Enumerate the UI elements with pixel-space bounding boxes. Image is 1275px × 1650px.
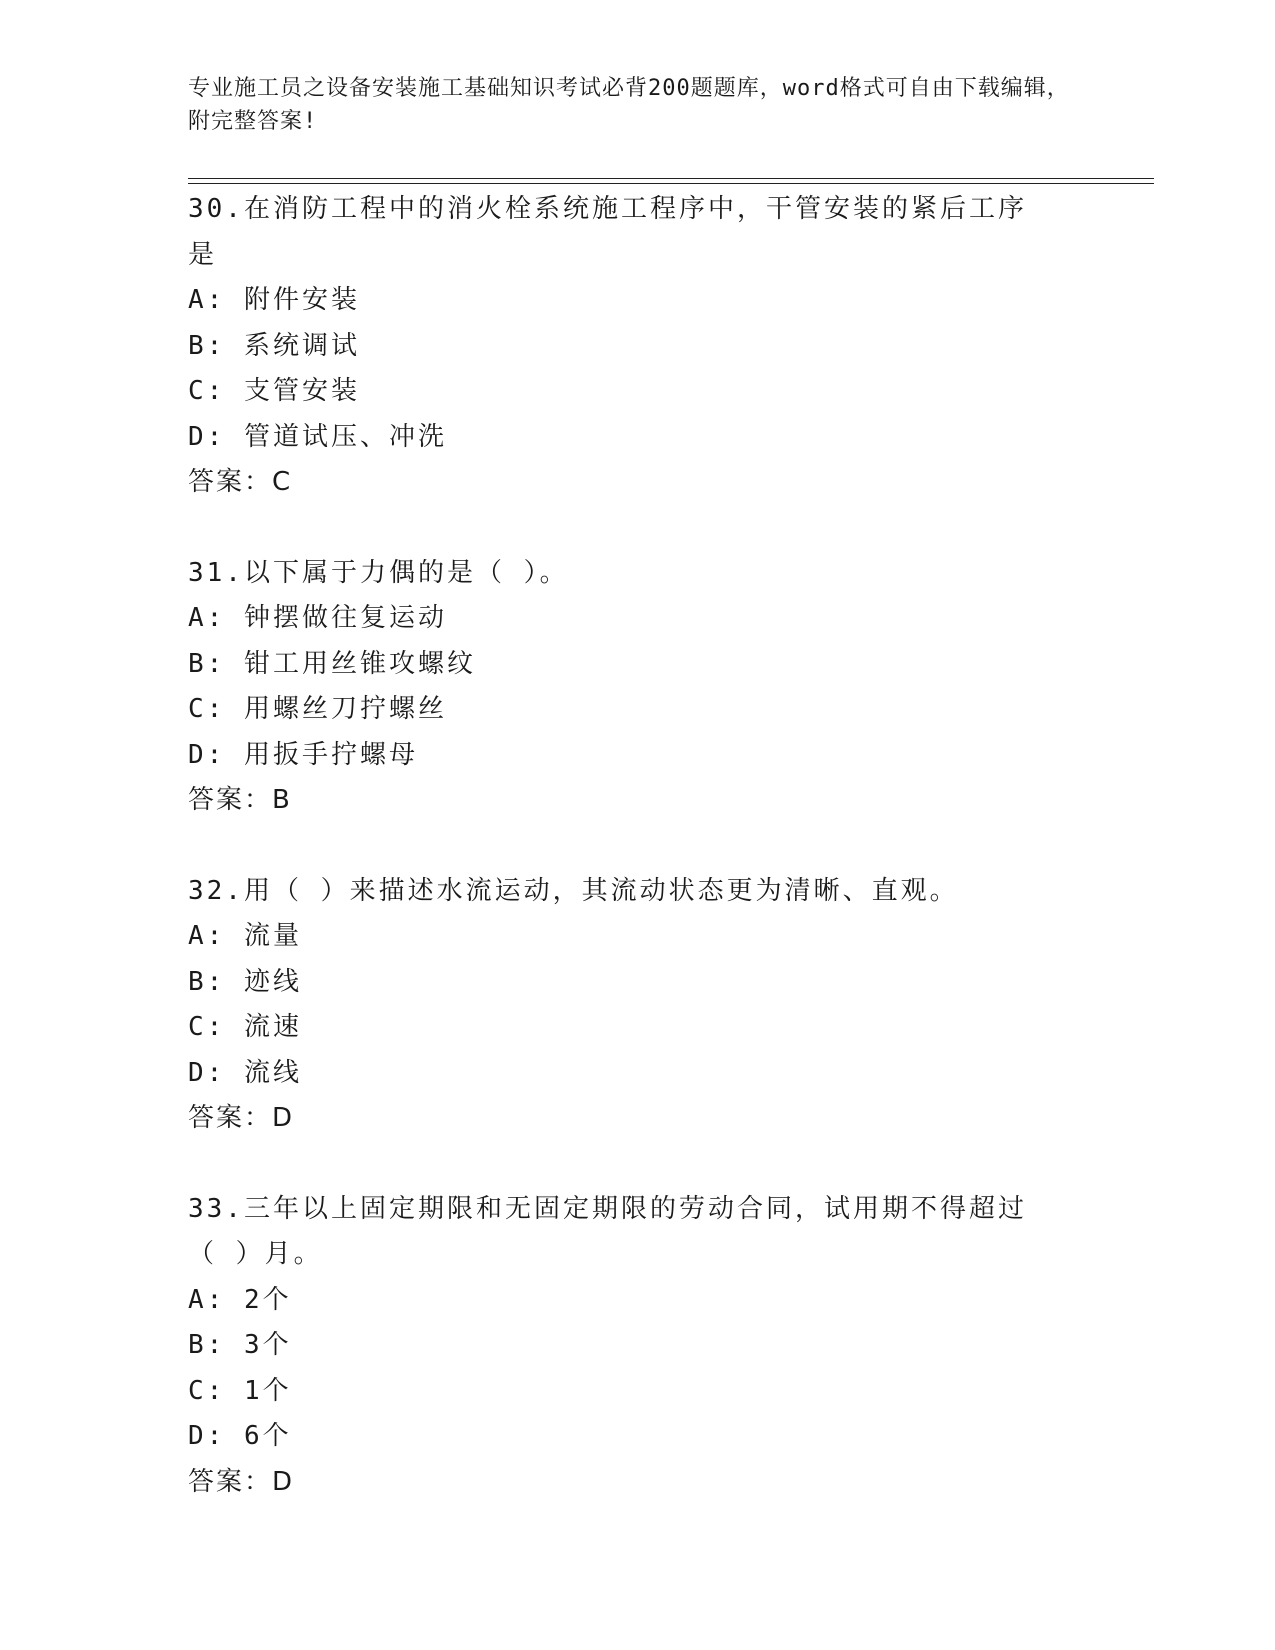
header-divider-top: [188, 178, 1154, 179]
option-a: A: 钟摆做往复运动: [188, 603, 447, 633]
answer-line: [188, 460, 1088, 506]
answer-label: 答案：: [188, 785, 273, 815]
option-d: D: 用扳手拧螺母: [188, 739, 418, 770]
option-b: B: 迹线: [188, 966, 302, 997]
option-d: D: 6个: [188, 1421, 292, 1451]
answer-value: B: [272, 785, 291, 815]
option-c: C: 用螺丝刀拧螺丝: [188, 694, 447, 724]
question-stem: 用（ ）来描述水流运动，其流动状态更为清晰、直观。: [243, 875, 959, 906]
question-text: [188, 551, 1048, 597]
question-number: 32.: [188, 875, 244, 906]
option-b: B: 3个: [188, 1330, 292, 1360]
answer-line: [188, 1096, 1088, 1142]
question-32: [188, 869, 1088, 1142]
question-text: [188, 187, 1048, 278]
option-a: A: 2个: [188, 1284, 292, 1315]
question-list: [188, 187, 1088, 1550]
option-a: A: 附件安装: [188, 285, 360, 315]
question-33: [188, 1187, 1088, 1506]
option-b: B: 系统调试: [188, 330, 360, 361]
question-stem: 以下属于力偶的是（ ）。: [243, 557, 569, 588]
question-number: 31.: [188, 557, 244, 588]
option-a: A: 流量: [188, 921, 302, 951]
question-stem: 三年以上固定期限和无固定期限的劳动合同，试用期不得超过（ ）月。: [188, 1193, 1027, 1269]
option-b: B: 钳工用丝锥攻螺纹: [188, 648, 476, 679]
option-d: D: 流线: [188, 1057, 302, 1088]
answer-label: 答案：: [188, 1103, 273, 1133]
question-31: [188, 551, 1088, 824]
question-number: 33.: [188, 1193, 244, 1224]
answer-label: 答案：: [188, 467, 273, 497]
question-30: [188, 187, 1088, 506]
question-stem: 在消防工程中的消火栓系统施工程序中，干管安装的紧后工序是: [188, 194, 1027, 270]
answer-value: C: [272, 467, 292, 497]
question-text: [188, 1187, 1048, 1278]
option-c: C: 支管安装: [188, 376, 360, 406]
answer-line: [188, 1460, 1088, 1506]
question-text: [188, 869, 1048, 915]
answer-value: D: [272, 1103, 294, 1133]
question-number: 30.: [188, 194, 244, 224]
answer-line: [188, 778, 1088, 824]
header-divider-bottom: [188, 183, 1154, 184]
document-header: 专业施工员之设备安装施工基础知识考试必背200题题库，word格式可自由下载编辑，附完整答案!: [188, 76, 1070, 134]
option-c: C: 1个: [188, 1375, 292, 1406]
option-d: D: 管道试压、冲洗: [188, 421, 447, 452]
answer-label: 答案：: [188, 1466, 273, 1497]
answer-value: D: [272, 1466, 294, 1497]
option-c: C: 流速: [188, 1012, 302, 1042]
